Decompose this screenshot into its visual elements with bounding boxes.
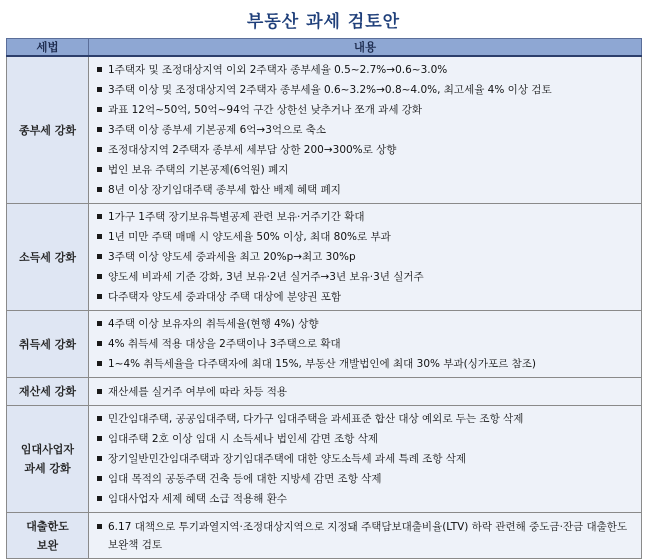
list-item: 임대사업자 세제 혜택 소급 적용해 환수 [97, 489, 635, 509]
bullet-icon [97, 107, 102, 112]
list-item: 3주택 이상 양도세 중과세율 최고 20%p→최고 30%p [97, 247, 635, 267]
table-header-row [7, 39, 642, 57]
bullet-icon [97, 476, 102, 481]
list-item: 6.17 대책으로 투기과열지역·조정대상지역으로 지정돼 주택담보대출비율(LTV) 하락 관련해 중도금·잔금 대출한도 보완책 검토 [97, 518, 635, 554]
list-item: 1가구 1주택 장기보유특별공제 관련 보유·거주기간 확대 [97, 207, 635, 227]
bullet-icon [97, 254, 102, 259]
row-category-line: 과세 강화 [24, 462, 71, 475]
list-item: 과표 12억~50억, 50억~94억 구간 상한선 낮추거나 쪼개 과세 강화 [97, 100, 635, 120]
list-item: 4% 취득세 적용 대상을 2주택이나 3주택으로 확대 [97, 334, 635, 354]
row-items [89, 56, 642, 204]
header-category: 세법 [7, 39, 89, 57]
table-row [7, 56, 642, 204]
row-category: 소득세 강화 [7, 204, 89, 311]
bullet-icon [97, 341, 102, 346]
row-items [89, 513, 642, 559]
bullet-icon [97, 436, 102, 441]
table-row [7, 311, 642, 378]
bullet-icon [97, 416, 102, 421]
row-category-line: 임대사업자 [20, 443, 75, 456]
list-item: 재산세를 실거주 여부에 따라 차등 적용 [97, 382, 635, 402]
row-category [7, 406, 89, 513]
table-row [7, 378, 642, 406]
header-content: 내용 [89, 39, 642, 57]
bullet-icon [97, 294, 102, 299]
list-item: 조정대상지역 2주택자 종부세 세부담 상한 200→300%로 상향 [97, 140, 635, 160]
list-item: 양도세 비과세 기준 강화, 3년 보유·2년 실거주→3년 보유·3년 실거주 [97, 267, 635, 287]
list-item: 1년 미만 주택 매매 시 양도세율 50% 이상, 최대 80%로 부과 [97, 227, 635, 247]
bullet-icon [97, 274, 102, 279]
table-row [7, 513, 642, 559]
bullet-icon [97, 361, 102, 366]
tax-review-table [6, 38, 642, 559]
list-item: 다주택자 양도세 중과대상 주택 대상에 분양권 포함 [97, 287, 635, 307]
bullet-icon [97, 187, 102, 192]
bullet-icon [97, 127, 102, 132]
table-row [7, 406, 642, 513]
bullet-icon [97, 389, 102, 394]
row-category-line: 대출한도 [26, 519, 69, 533]
row-items [89, 378, 642, 406]
list-item: 장기일반민간임대주택과 장기임대주택에 대한 양도소득세 과세 특례 조항 삭제 [97, 449, 635, 469]
bullet-icon [97, 214, 102, 219]
list-item: 법인 보유 주택의 기본공제(6억원) 폐지 [97, 160, 635, 180]
list-item: 임대 목적의 공동주택 건축 등에 대한 지방세 감면 조항 삭제 [97, 469, 635, 489]
bullet-icon [97, 321, 102, 326]
list-item: 3주택 이상 종부세 기본공제 6억→3억으로 축소 [97, 120, 635, 140]
list-item: 8년 이상 장기임대주택 종부세 합산 배제 혜택 폐지 [97, 180, 635, 200]
bullet-icon [97, 147, 102, 152]
row-items [89, 311, 642, 378]
bullet-icon [97, 87, 102, 92]
bullet-icon [97, 67, 102, 72]
bullet-icon [97, 496, 102, 501]
list-item: 임대주택 2호 이상 임대 시 소득세나 법인세 감면 조항 삭제 [97, 429, 635, 449]
row-category: 종부세 강화 [7, 56, 89, 204]
list-item: 3주택 이상 및 조정대상지역 2주택자 종부세율 0.6~3.2%→0.8~4.0%, 최고세율 4% 이상 검토 [97, 80, 635, 100]
list-item: 1~4% 취득세율을 다주택자에 최대 15%, 부동산 개발법인에 최대 30% 부과(싱가포르 참조) [97, 354, 635, 374]
row-category [7, 513, 89, 559]
list-item: 민간임대주택, 공공임대주택, 다가구 임대주택을 과세표준 합산 대상 예외로 두는 조항 삭제 [97, 409, 635, 429]
row-category-line: 보완 [36, 538, 59, 552]
bullet-icon [97, 456, 102, 461]
row-category: 재산세 강화 [7, 378, 89, 406]
list-item: 4주택 이상 보유자의 취득세율(현행 4%) 상향 [97, 314, 635, 334]
bullet-icon [97, 524, 102, 529]
bullet-icon [97, 234, 102, 239]
row-category: 취득세 강화 [7, 311, 89, 378]
page-title: 부동산 과세 검토안 [246, 12, 401, 32]
row-items [89, 406, 642, 513]
list-item: 1주택자 및 조정대상지역 이외 2주택자 종부세율 0.5~2.7%→0.6~3.0% [97, 60, 635, 80]
bullet-icon [97, 167, 102, 172]
table-row [7, 204, 642, 311]
row-items [89, 204, 642, 311]
